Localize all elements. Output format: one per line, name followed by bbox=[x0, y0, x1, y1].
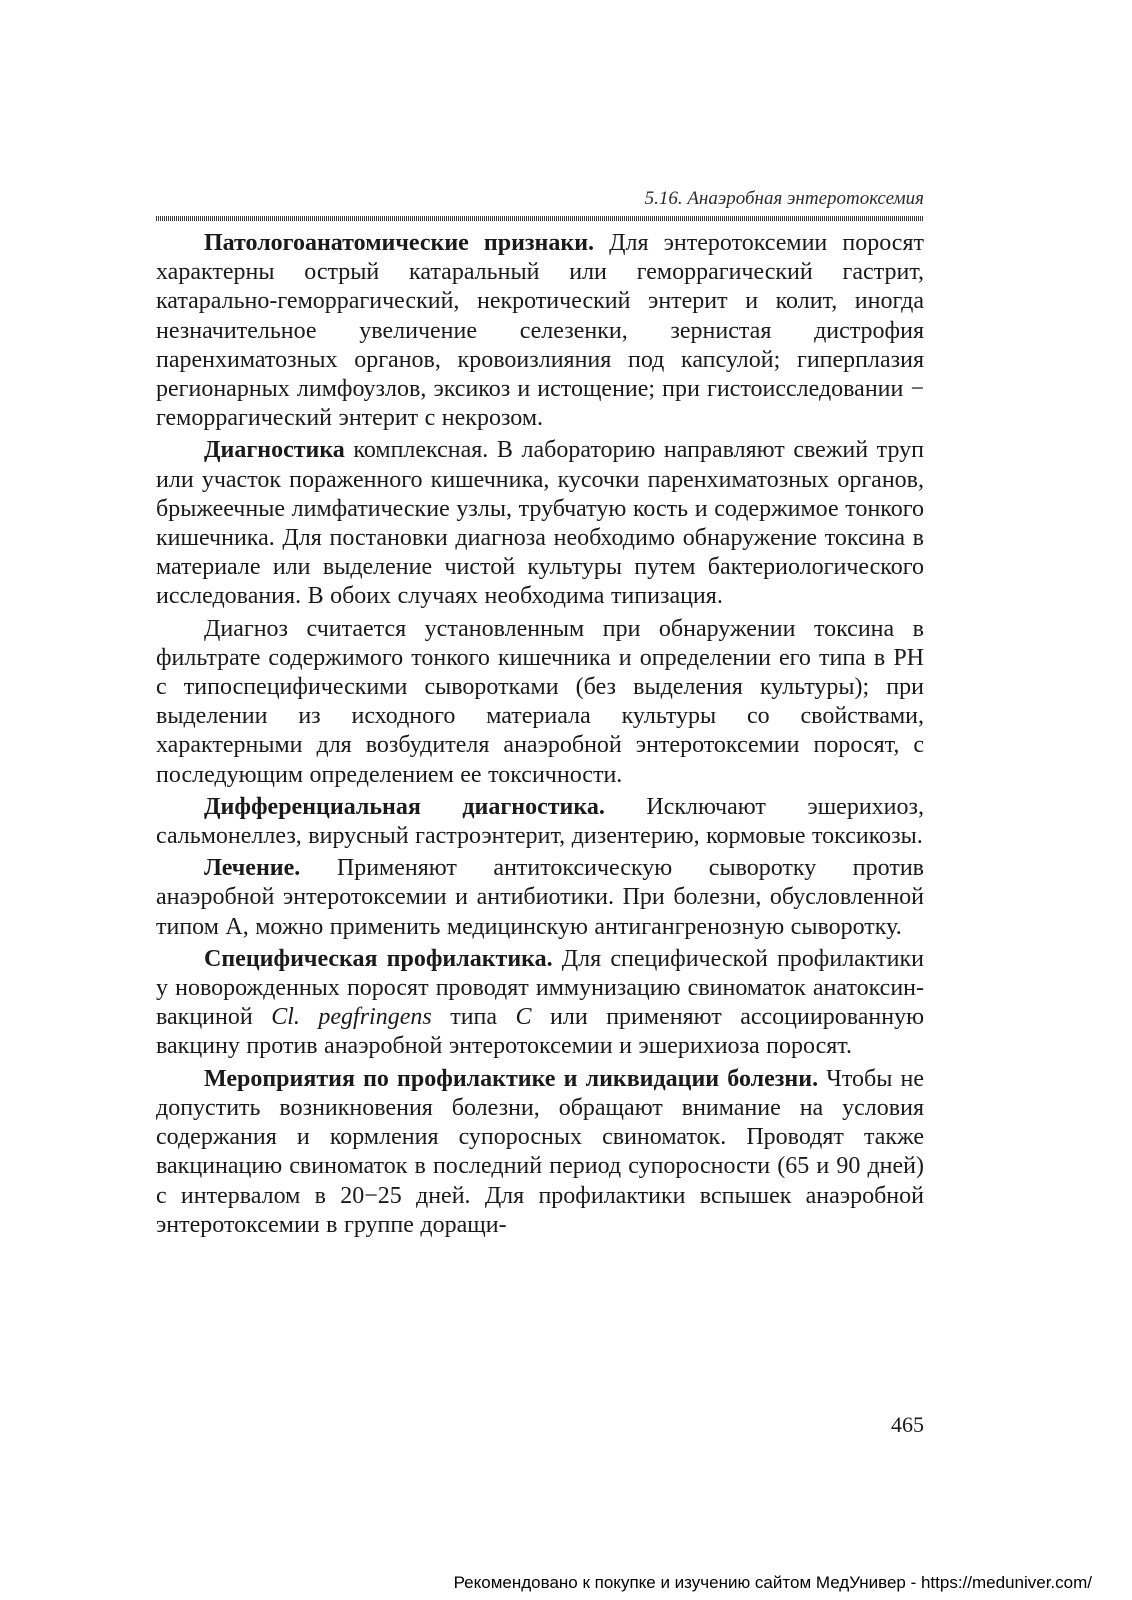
text-measures: Чтобы не допустить возникновения болезни, обращают внимание на условия содержания и кормления супоросных свиноматок. Проводят также вакцинацию свиноматок в последний период супоросности (65 и 90 дней) с интервалом в 20−25 дней. Для профилактики вспышек анаэробной энтеротоксемии в группе доращи- bbox=[156, 1065, 924, 1238]
text-treatment: Применяют антитоксическую сыворотку против анаэробной энтеротоксемии и антибиотики. При болезни, обусловленной типом А, можно применить медицинскую антигангренозную сыворотку. bbox=[156, 855, 924, 940]
paragraph-pathology bbox=[156, 229, 924, 433]
species-name: Cl. pegfringens bbox=[271, 1004, 432, 1031]
text-prophylaxis-after: или применяют ассоциированную вакцину против анаэробной энтеротоксемии и эшерихиоза поросят. bbox=[156, 1004, 924, 1060]
text-pathology: Для энтеротоксемии поросят характерны острый катаральный или геморрагический гастрит, катарально-геморрагический, некротический энтерит и колит, иногда незначительное увеличение селезенки, зернистая дистрофия паренхиматозных органов, кровоизлияния под капсулой; гиперплазия регионарных лимфоузлов, эксикоз и истощение; при гистоисследовании − геморрагический энтерит с некрозом. bbox=[156, 230, 924, 432]
text-prophylaxis-middle: типа bbox=[431, 1004, 516, 1031]
heading-measures: Мероприятия по профилактике и ликвидации болезни. bbox=[204, 1065, 819, 1092]
paragraph-measures bbox=[156, 1065, 924, 1240]
text-diagnosis-confirmed: Диагноз считается установленным при обнаружении токсина в фильтрате содержимого тонкого кишечника и определении его типа в РН с типоспецифическими сыворотками (без выделения культуры); при выделении из исходного материала культуры со свойствами, характерными для возбудителя анаэробной энтеротоксемии поросят, с последующим определением ее токсичности. bbox=[156, 615, 924, 788]
text-differential: Исключают эшерихиоз, сальмонеллез, вирусный гастроэнтерит, дизентерию, кормовые токсикозы. bbox=[156, 793, 924, 850]
heading-diagnostics: Диагностика bbox=[204, 437, 345, 464]
text-prophylaxis-before: Для специфической профилактики у новорожденных поросят проводят иммунизацию свиноматок анатоксин-вакциной bbox=[156, 945, 925, 1031]
paragraph-prophylaxis bbox=[156, 945, 924, 1062]
page-number: 465 bbox=[891, 1412, 924, 1437]
heading-prophylaxis: Специфическая профилактика. bbox=[204, 945, 553, 972]
header-rule bbox=[156, 216, 924, 221]
heading-treatment: Лечение. bbox=[204, 855, 301, 882]
type-letter: С bbox=[515, 1004, 532, 1031]
paragraph-diagnosis-confirmed bbox=[156, 615, 924, 790]
text-diagnostics: комплексная. В лабораторию направляют свежий труп или участок пораженного кишечника, кусочки паренхиматозных органов, брыжеечные лимфатические узлы, трубчатую кость и содержимое тонкого кишечника. Для постановки диагноза необходимо обнаружение токсина в материале или выделение чистой культуры путем бактериологического исследования. В обоих случаях необходима типизация. bbox=[156, 437, 924, 610]
paragraph-differential bbox=[156, 793, 924, 851]
heading-pathology: Патологоанатомические признаки. bbox=[204, 230, 595, 256]
paragraph-treatment bbox=[156, 854, 924, 942]
paragraph-diagnostics bbox=[156, 436, 924, 611]
heading-differential: Дифференциальная диагностика. bbox=[204, 793, 605, 820]
page-body bbox=[156, 229, 924, 1240]
running-head: 5.16. Анаэробная энтеротоксемия bbox=[644, 188, 924, 209]
footer-recommendation: Рекомендовано к покупке и изучению сайтом МедУнивер - https://meduniver.com/ bbox=[453, 1573, 1092, 1592]
